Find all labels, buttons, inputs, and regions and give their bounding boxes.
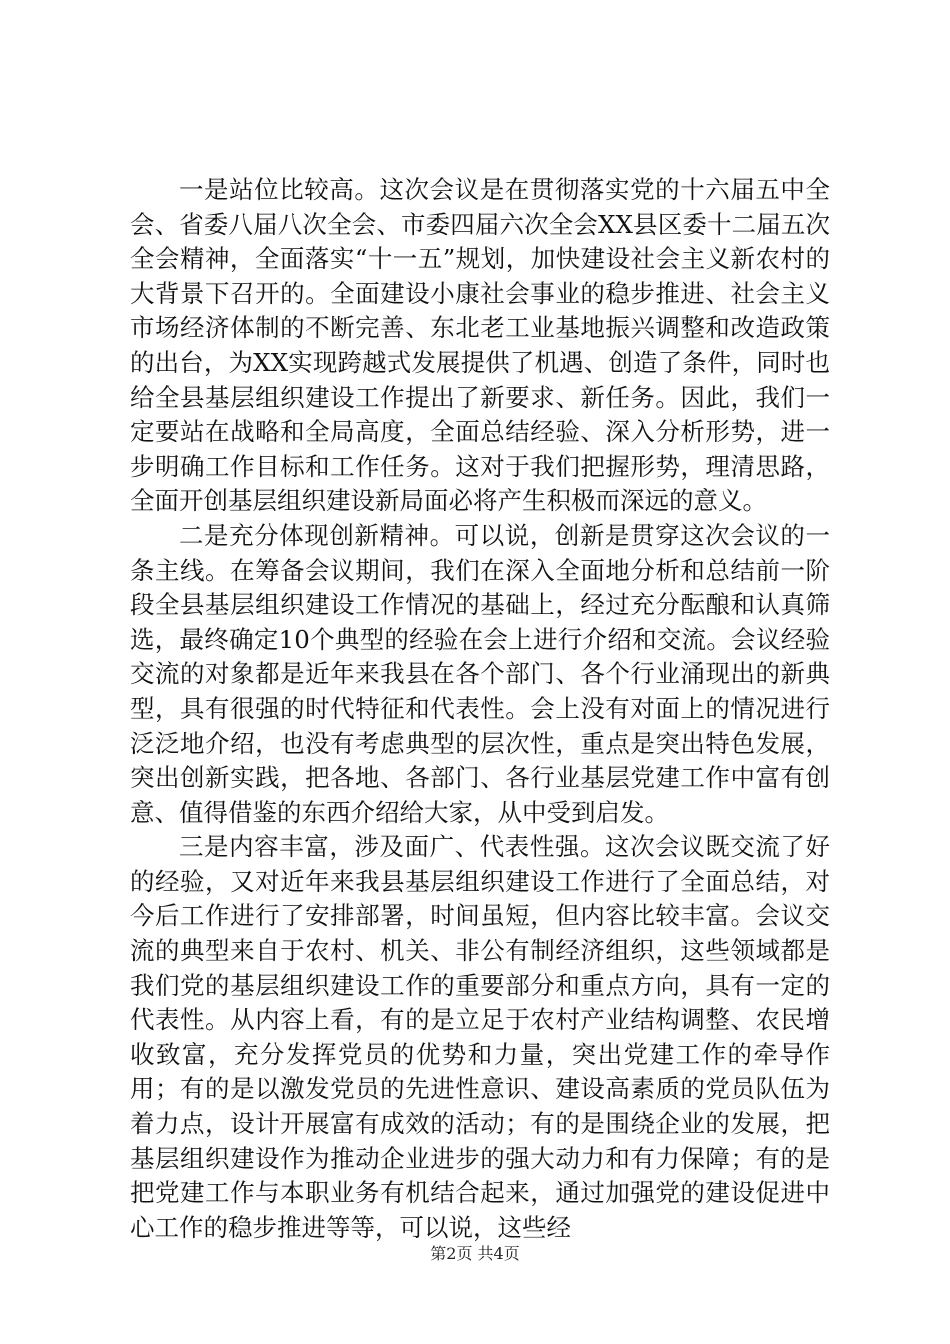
page-number-label: 第2页 共4页 (430, 1244, 520, 1263)
document-body (130, 173, 830, 1245)
paragraph-1: 一是站位比较高。这次会议是在贯彻落实党的十六届五中全会、省委八届八次全会、市委四届六次全会XX县区委十二届五次全会精神，全面落实“十一五”规划，加快建设社会主义新农村的大背景下召开的。全面建设小康社会事业的稳步推进、社会主义市场经济体制的不断完善、东北老工业基地振兴调整和改造政策的出台，为XX实现跨越式发展提供了机遇、创造了条件，同时也给全县基层组织建设工作提出了新要求、新任务。因此，我们一定要站在战略和全局高度，全面总结经验、深入分析形势，进一步明确工作目标和工作任务。这对于我们把握形势，理清思路，全面开创基层组织建设新局面必将产生积极而深远的意义。 (130, 175, 830, 516)
paragraph-3: 三是内容丰富，涉及面广、代表性强。这次会议既交流了好的经验，又对近年来我县基层组织建设工作进行了全面总结，对今后工作进行了安排部署，时间虽短，但内容比较丰富。会议交流的典型来自于农村、机关、非公有制经济组织，这些领域都是我们党的基层组织建设工作的重要部分和重点方向，具有一定的代表性。从内容上看，有的是立足于农村产业结构调整、农民增收致富，充分发挥党员的优势和力量，突出党建工作的牵导作用；有的是以激发党员的先进性意识、建设高素质的党员队伍为着力点，设计开展富有成效的活动；有的是围绕企业的发展，把基层组织建设作为推动企业进步的强大动力和有力保障；有的是把党建工作与本职业务有机结合起来，通过加强党的建设促进中心工作的稳步推进等等，可以说，这些经 (130, 832, 830, 1242)
paragraph-2: 二是充分体现创新精神。可以说，创新是贯穿这次会议的一条主线。在筹备会议期间，我们在深入全面地分析和总结前一阶段全县基层组织建设工作情况的基础上，经过充分酝酿和认真筛选，最终确定10个典型的经验在会上进行介绍和交流。会议经验交流的对象都是近年来我县在各个部门、各个行业涌现出的新典型，具有很强的时代特征和代表性。会上没有对面上的情况进行泛泛地介绍，也没有考虑典型的层次性，重点是突出特色发展，突出创新实践，把各地、各部门、各行业基层党建工作中富有创意、值得借鉴的东西介绍给大家，从中受到启发。 (130, 520, 830, 827)
page-footer (0, 1244, 950, 1264)
